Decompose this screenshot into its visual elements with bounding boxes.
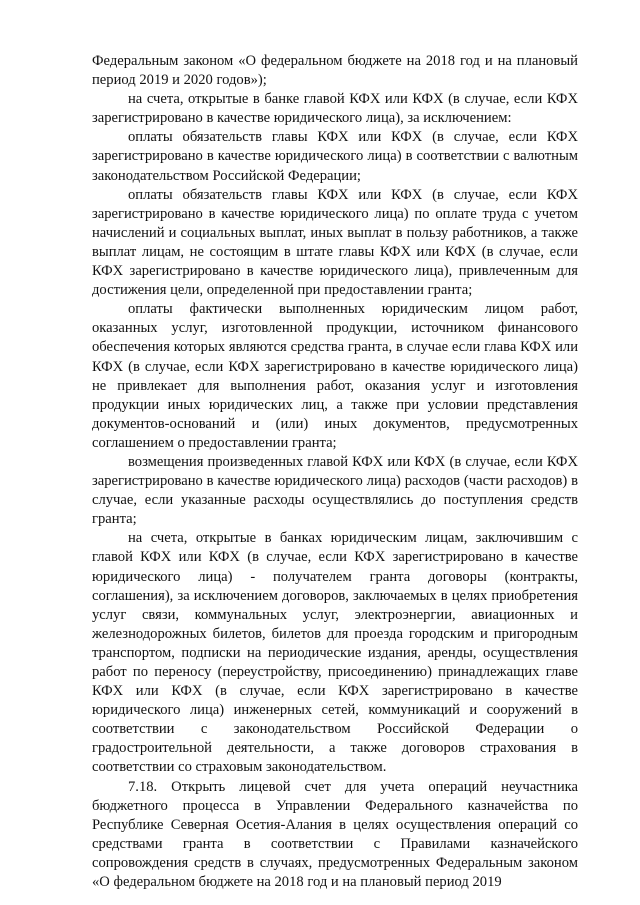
paragraph-labor-payments: оплаты обязательств главы КФХ или КФХ (в случае, если КФХ зарегистрировано в качестве юридического лица) по оплате труда с учетом начислений и социальных выплат, иных выплат в пользу работников, а также выплат лицам, не состоящим в штате главы КФХ или КФХ (в случае, если КФХ зарегистрировано в качестве юридического лица), привлеченным для достижения цели, определенной при предоставлении гранта; — [92, 186, 578, 299]
paragraph-expense-reimbursement: возмещения произведенных главой КФХ или КФХ (в случае, если КФХ зарегистрировано в качестве юридического лица) расходов (части расходов) в случае, если указанные расходы осуществлялись до поступления средств гранта; — [92, 453, 578, 528]
paragraph-bank-accounts-kfh: на счета, открытые в банке главой КФХ или КФХ (в случае, если КФХ зарегистрировано в качестве юридического лица), за исключением: — [92, 91, 578, 127]
paragraph-section-7-18: 7.18. Открыть лицевой счет для учета операций неучастника бюджетного процесса в Управлении Федерального казначейства по Республике Северная Осетия-Алания в целях осуществления операций со средствами гранта в соответствии с Правилами казначейского сопровождения средств в случаях, предусмотренных Федеральным законом «О федеральном бюджете на 2018 год и на плановый период 2019 — [92, 778, 578, 891]
paragraph-actual-works-payment: оплаты фактически выполненных юридическим лицом работ, оказанных услуг, изготовленной продукции, источником финансового обеспечения которых являются средства гранта, в случае если глава КФХ или КФХ (в случае, если КФХ зарегистрировано в качестве юридического лица) не привлекает для выполнения работ, оказания услуг и изготовления продукции иных юридических лиц, а также при условии представления документов-оснований и (или) иных документов, предусмотренных соглашением о предоставлении гранта; — [92, 301, 578, 451]
paragraph-continuation: Федеральным законом «О федеральном бюджете на 2018 год и на плановый период 2019 и 2020 годов»); — [92, 53, 578, 89]
paragraph-currency-obligations: оплаты обязательств главы КФХ или КФХ (в случае, если КФХ зарегистрировано в качестве юридического лица) в соответствии с валютным законодательством Российской Федерации; — [92, 129, 578, 184]
paragraph-legal-entity-accounts: на счета, открытые в банках юридическим лицам, заключившим с главой КФХ или КФХ (в случае, если КФХ зарегистрировано в качестве юридического лица) - получателем гранта договоры (контракты, соглашения), за исключением договоров, заключаемых в целях приобретения услуг связи, коммунальных услуг, электроэнергии, авиационных и железнодорожных билетов, билетов для проезда городским и пригородным транспортом, подписки на периодические издания, аренды, осуществления работ по переносу (переустройству, присоединению) принадлежащих главе КФХ или КФХ (в случае, если КФХ зарегистрировано в качестве юридического лица) инженерных сетей, коммуникаций и сооружений в соответствии с законодательством Российской Федерации о градостроительной деятельности, а также договоров страхования в соответствии со страховым законодательством. — [92, 530, 578, 776]
document-body — [92, 52, 578, 892]
